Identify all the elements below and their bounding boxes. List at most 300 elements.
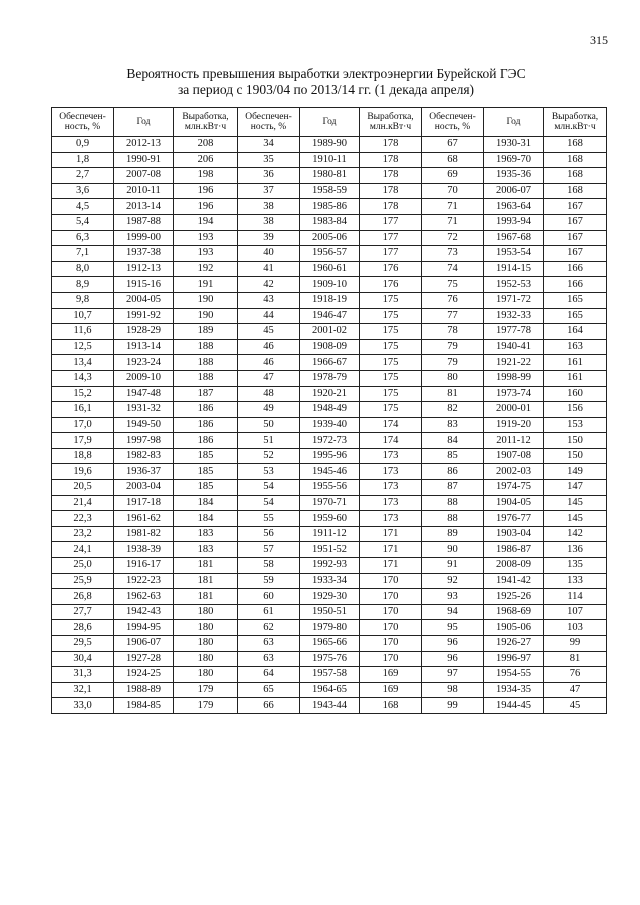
cell-output: 164 [544,324,607,340]
cell-output: 174 [360,433,422,449]
cell-probability: 34 [238,137,300,153]
cell-output: 171 [360,526,422,542]
cell-probability: 70 [422,183,484,199]
cell-year: 1922-23 [114,573,174,589]
cell-year: 1979-80 [300,620,360,636]
cell-year: 1967-68 [484,230,544,246]
table-row [52,261,607,277]
cell-output: 45 [544,698,607,714]
cell-probability: 73 [422,246,484,262]
cell-year: 1958-59 [300,183,360,199]
table-row [52,152,607,168]
cell-year: 1913-14 [114,339,174,355]
cell-output: 165 [544,292,607,308]
cell-year: 2012-13 [114,137,174,153]
cell-year: 1928-29 [114,324,174,340]
cell-output: 186 [174,417,238,433]
cell-output: 183 [174,542,238,558]
cell-output: 170 [360,573,422,589]
cell-year: 1917-18 [114,495,174,511]
table-row [52,246,607,262]
cell-output: 178 [360,199,422,215]
cell-probability: 59 [238,573,300,589]
cell-probability: 67 [422,137,484,153]
cell-output: 156 [544,402,607,418]
cell-output: 175 [360,324,422,340]
cell-year: 1909-10 [300,277,360,293]
cell-probability: 24,1 [52,542,114,558]
cell-probability: 86 [422,464,484,480]
header-year: Год [300,108,360,137]
cell-output: 168 [544,152,607,168]
cell-output: 163 [544,339,607,355]
cell-probability: 23,2 [52,526,114,542]
cell-output: 177 [360,214,422,230]
cell-probability: 42 [238,277,300,293]
cell-output: 177 [360,246,422,262]
table-row [52,698,607,714]
cell-output: 185 [174,464,238,480]
cell-output: 114 [544,589,607,605]
cell-output: 180 [174,636,238,652]
cell-output: 194 [174,214,238,230]
cell-probability: 4,5 [52,199,114,215]
cell-output: 168 [360,698,422,714]
cell-output: 167 [544,199,607,215]
table-row [52,667,607,683]
cell-output: 206 [174,152,238,168]
cell-year: 1955-56 [300,480,360,496]
table-row [52,542,607,558]
cell-year: 1987-88 [114,214,174,230]
cell-year: 1991-92 [114,308,174,324]
cell-probability: 78 [422,324,484,340]
cell-probability: 64 [238,667,300,683]
cell-year: 2007-08 [114,168,174,184]
table-row [52,464,607,480]
cell-year: 1963-64 [484,199,544,215]
cell-year: 1978-79 [300,370,360,386]
cell-probability: 63 [238,651,300,667]
cell-output: 188 [174,339,238,355]
cell-output: 147 [544,480,607,496]
cell-year: 1994-95 [114,620,174,636]
cell-year: 2011-12 [484,433,544,449]
cell-probability: 89 [422,526,484,542]
cell-year: 2005-06 [300,230,360,246]
cell-probability: 26,8 [52,589,114,605]
cell-probability: 44 [238,308,300,324]
cell-output: 76 [544,667,607,683]
cell-output: 136 [544,542,607,558]
cell-year: 1997-98 [114,433,174,449]
cell-output: 173 [360,464,422,480]
cell-probability: 97 [422,667,484,683]
cell-output: 171 [360,542,422,558]
cell-output: 153 [544,417,607,433]
cell-output: 160 [544,386,607,402]
table-row [52,199,607,215]
cell-probability: 9,8 [52,292,114,308]
header-year: Год [484,108,544,137]
cell-year: 1995-96 [300,448,360,464]
cell-output: 170 [360,636,422,652]
cell-probability: 53 [238,464,300,480]
table-row [52,682,607,698]
cell-output: 161 [544,355,607,371]
cell-output: 175 [360,402,422,418]
document-title [56,66,596,98]
cell-probability: 20,5 [52,480,114,496]
table-row [52,370,607,386]
cell-output: 170 [360,651,422,667]
cell-output: 99 [544,636,607,652]
table-row [52,433,607,449]
cell-year: 1998-99 [484,370,544,386]
cell-output: 167 [544,214,607,230]
cell-year: 1962-63 [114,589,174,605]
cell-output: 180 [174,667,238,683]
table-row [52,651,607,667]
header-output: Выработка, млн.кВт·ч [174,108,238,137]
cell-output: 170 [360,620,422,636]
table-row [52,168,607,184]
cell-year: 1957-58 [300,667,360,683]
cell-probability: 62 [238,620,300,636]
cell-probability: 46 [238,355,300,371]
cell-output: 135 [544,558,607,574]
cell-probability: 77 [422,308,484,324]
cell-output: 81 [544,651,607,667]
cell-probability: 8,9 [52,277,114,293]
cell-output: 170 [360,589,422,605]
cell-output: 176 [360,261,422,277]
table-row [52,292,607,308]
cell-probability: 88 [422,495,484,511]
header-output: Выработка, млн.кВт·ч [544,108,607,137]
header-probability: Обеспечен-ность, % [52,108,114,137]
cell-probability: 51 [238,433,300,449]
cell-probability: 38 [238,214,300,230]
cell-output: 47 [544,682,607,698]
cell-output: 107 [544,604,607,620]
cell-year: 1935-36 [484,168,544,184]
cell-year: 2006-07 [484,183,544,199]
cell-year: 1965-66 [300,636,360,652]
cell-probability: 55 [238,511,300,527]
cell-year: 1944-45 [484,698,544,714]
table-body [52,137,607,714]
cell-probability: 18,8 [52,448,114,464]
cell-output: 178 [360,168,422,184]
cell-output: 188 [174,370,238,386]
cell-output: 184 [174,511,238,527]
cell-output: 183 [174,526,238,542]
cell-output: 181 [174,589,238,605]
cell-probability: 37 [238,183,300,199]
title-line-2: за период с 1903/04 по 2013/14 гг. (1 декада апреля) [177,82,475,97]
cell-probability: 47 [238,370,300,386]
cell-probability: 57 [238,542,300,558]
cell-probability: 98 [422,682,484,698]
cell-output: 208 [174,137,238,153]
cell-probability: 17,9 [52,433,114,449]
cell-output: 190 [174,308,238,324]
cell-probability: 32,1 [52,682,114,698]
cell-probability: 27,7 [52,604,114,620]
table-row [52,386,607,402]
cell-probability: 19,6 [52,464,114,480]
table-row [52,183,607,199]
cell-output: 174 [360,417,422,433]
cell-probability: 88 [422,511,484,527]
table-row [52,214,607,230]
cell-year: 1936-37 [114,464,174,480]
cell-year: 1911-12 [300,526,360,542]
cell-year: 1952-53 [484,277,544,293]
table-row [52,480,607,496]
cell-output: 167 [544,230,607,246]
cell-probability: 58 [238,558,300,574]
table-row [52,620,607,636]
cell-output: 179 [174,698,238,714]
cell-output: 178 [360,152,422,168]
cell-output: 189 [174,324,238,340]
cell-output: 175 [360,308,422,324]
cell-output: 169 [360,682,422,698]
cell-year: 1908-09 [300,339,360,355]
cell-probability: 56 [238,526,300,542]
table-row [52,417,607,433]
header-probability: Обеспечен-ность, % [238,108,300,137]
table-row [52,511,607,527]
header-year: Год [114,108,174,137]
cell-probability: 69 [422,168,484,184]
cell-probability: 5,4 [52,214,114,230]
cell-probability: 79 [422,355,484,371]
cell-output: 142 [544,526,607,542]
cell-year: 1933-34 [300,573,360,589]
table-row [52,402,607,418]
cell-probability: 43 [238,292,300,308]
cell-output: 177 [360,230,422,246]
cell-output: 175 [360,339,422,355]
cell-probability: 35 [238,152,300,168]
cell-probability: 76 [422,292,484,308]
cell-year: 1907-08 [484,448,544,464]
cell-probability: 30,4 [52,651,114,667]
cell-probability: 49 [238,402,300,418]
cell-year: 1920-21 [300,386,360,402]
cell-year: 1927-28 [114,651,174,667]
cell-output: 179 [174,682,238,698]
table-row [52,137,607,153]
cell-probability: 21,4 [52,495,114,511]
cell-year: 1953-54 [484,246,544,262]
cell-output: 185 [174,448,238,464]
cell-probability: 45 [238,324,300,340]
cell-probability: 38 [238,199,300,215]
cell-output: 173 [360,448,422,464]
cell-year: 1930-31 [484,137,544,153]
cell-year: 1934-35 [484,682,544,698]
cell-year: 1942-43 [114,604,174,620]
cell-year: 1993-94 [484,214,544,230]
cell-probability: 11,6 [52,324,114,340]
cell-output: 192 [174,261,238,277]
cell-year: 1956-57 [300,246,360,262]
cell-output: 184 [174,495,238,511]
cell-probability: 81 [422,386,484,402]
cell-output: 180 [174,604,238,620]
cell-probability: 54 [238,480,300,496]
cell-output: 191 [174,277,238,293]
cell-probability: 90 [422,542,484,558]
cell-output: 103 [544,620,607,636]
cell-output: 196 [174,183,238,199]
table-row [52,558,607,574]
cell-year: 1925-26 [484,589,544,605]
cell-year: 1982-83 [114,448,174,464]
cell-probability: 93 [422,589,484,605]
cell-year: 2002-03 [484,464,544,480]
cell-year: 2009-10 [114,370,174,386]
cell-year: 1941-42 [484,573,544,589]
header-probability: Обеспечен-ность, % [422,108,484,137]
cell-output: 180 [174,651,238,667]
cell-output: 198 [174,168,238,184]
cell-probability: 94 [422,604,484,620]
cell-year: 1940-41 [484,339,544,355]
probability-table [51,107,607,714]
cell-probability: 50 [238,417,300,433]
cell-output: 175 [360,355,422,371]
table-row [52,355,607,371]
cell-output: 171 [360,558,422,574]
title-line-1: Вероятность превышения выработки электроэнергии Бурейской ГЭС [126,66,526,81]
cell-probability: 75 [422,277,484,293]
cell-output: 196 [174,199,238,215]
cell-year: 1969-70 [484,152,544,168]
cell-year: 1972-73 [300,433,360,449]
cell-year: 1905-06 [484,620,544,636]
cell-probability: 71 [422,199,484,215]
cell-output: 187 [174,386,238,402]
cell-probability: 66 [238,698,300,714]
cell-probability: 72 [422,230,484,246]
cell-probability: 80 [422,370,484,386]
cell-year: 1981-82 [114,526,174,542]
cell-output: 178 [360,137,422,153]
cell-probability: 83 [422,417,484,433]
cell-probability: 87 [422,480,484,496]
cell-probability: 91 [422,558,484,574]
cell-output: 180 [174,620,238,636]
cell-year: 1996-97 [484,651,544,667]
cell-probability: 16,1 [52,402,114,418]
cell-output: 175 [360,370,422,386]
cell-output: 149 [544,464,607,480]
cell-year: 1943-44 [300,698,360,714]
cell-year: 1988-89 [114,682,174,698]
cell-year: 2004-05 [114,292,174,308]
cell-year: 1923-24 [114,355,174,371]
cell-probability: 28,6 [52,620,114,636]
cell-probability: 74 [422,261,484,277]
cell-probability: 95 [422,620,484,636]
cell-output: 175 [360,386,422,402]
cell-output: 178 [360,183,422,199]
cell-probability: 52 [238,448,300,464]
cell-year: 1984-85 [114,698,174,714]
cell-probability: 96 [422,636,484,652]
cell-year: 1915-16 [114,277,174,293]
cell-output: 173 [360,495,422,511]
table-header-row [52,108,607,137]
cell-year: 2001-02 [300,324,360,340]
cell-year: 1931-32 [114,402,174,418]
table-row [52,573,607,589]
header-output: Выработка, млн.кВт·ч [360,108,422,137]
cell-probability: 14,3 [52,370,114,386]
cell-probability: 12,5 [52,339,114,355]
cell-probability: 29,5 [52,636,114,652]
cell-probability: 17,0 [52,417,114,433]
cell-year: 1989-90 [300,137,360,153]
table-row [52,277,607,293]
cell-output: 186 [174,433,238,449]
cell-year: 1904-05 [484,495,544,511]
table-row [52,604,607,620]
table-row [52,526,607,542]
cell-year: 1938-39 [114,542,174,558]
cell-year: 1959-60 [300,511,360,527]
cell-year: 2013-14 [114,199,174,215]
cell-probability: 6,3 [52,230,114,246]
cell-output: 168 [544,183,607,199]
cell-year: 1983-84 [300,214,360,230]
cell-output: 168 [544,137,607,153]
cell-probability: 60 [238,589,300,605]
cell-year: 2010-11 [114,183,174,199]
cell-year: 1951-52 [300,542,360,558]
cell-output: 166 [544,261,607,277]
cell-year: 1950-51 [300,604,360,620]
cell-year: 1971-72 [484,292,544,308]
cell-probability: 63 [238,636,300,652]
cell-year: 1921-22 [484,355,544,371]
cell-year: 1910-11 [300,152,360,168]
page-number: 315 [590,33,608,47]
cell-output: 150 [544,448,607,464]
cell-probability: 48 [238,386,300,402]
cell-year: 1954-55 [484,667,544,683]
cell-output: 181 [174,558,238,574]
cell-year: 1914-15 [484,261,544,277]
cell-output: 167 [544,246,607,262]
cell-probability: 1,8 [52,152,114,168]
cell-output: 169 [360,667,422,683]
cell-probability: 3,6 [52,183,114,199]
cell-year: 1966-67 [300,355,360,371]
cell-year: 1937-38 [114,246,174,262]
cell-probability: 84 [422,433,484,449]
cell-output: 190 [174,292,238,308]
table-row [52,324,607,340]
cell-output: 161 [544,370,607,386]
cell-year: 1948-49 [300,402,360,418]
cell-year: 1990-91 [114,152,174,168]
